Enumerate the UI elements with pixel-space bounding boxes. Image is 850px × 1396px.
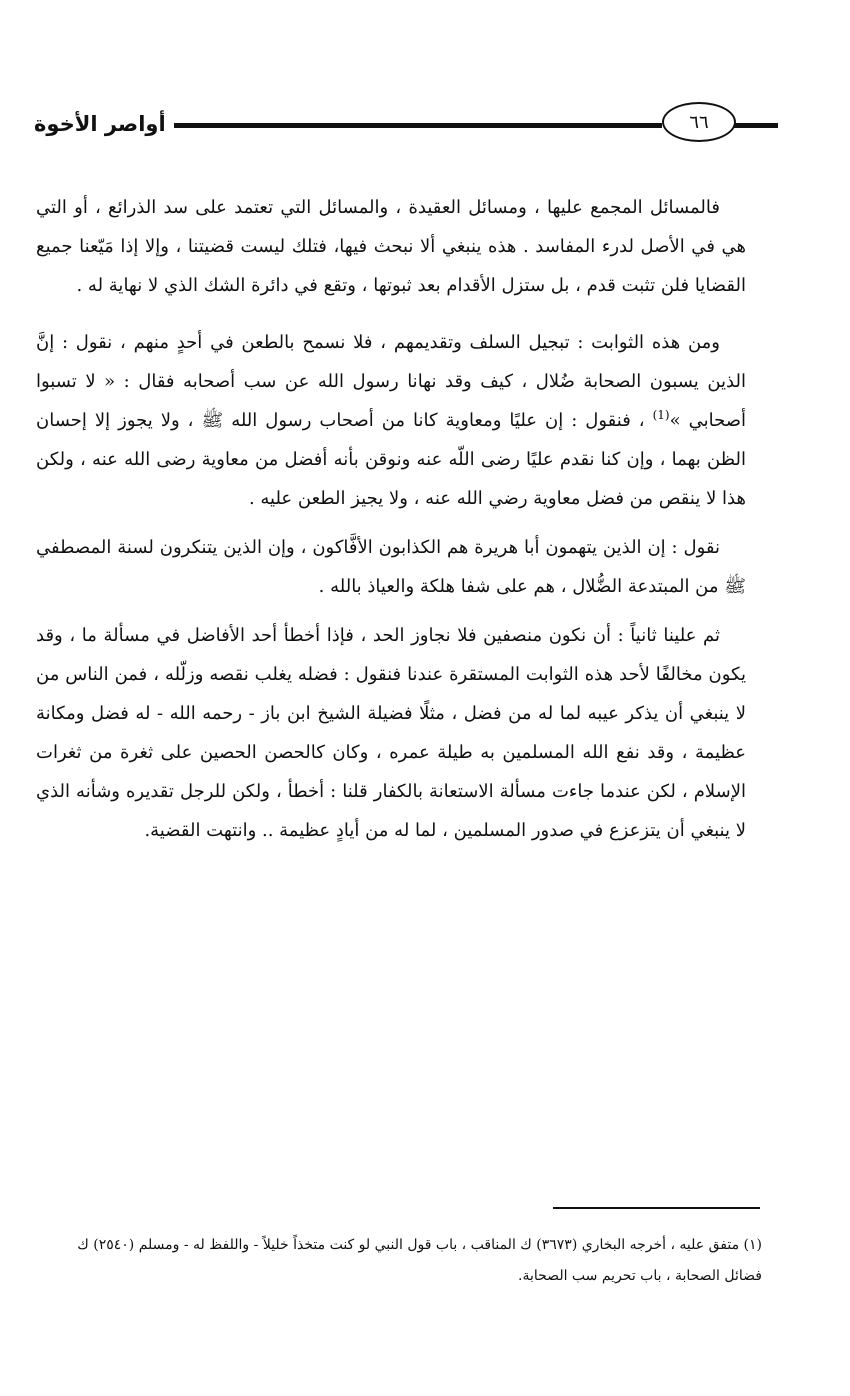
- running-header: [34, 96, 744, 140]
- footnote-reference: (1): [652, 408, 670, 422]
- paragraph-4: ثم علينا ثانياً : أن نكون منصفين فلا نجاوز الحد ، فإذا أخطأ أحد الأفاضل في مسألة ما ، وقد يكون مخالفًا لأحد هذه الثوابت المستقرة عندنا فنقول : فضله يغلب نقصه وزلّله ، فمن الناس من لا ينبغي أن يذكر عيبه لما له من فضل ، مثلًا فضيلة الشيخ ابن باز - رحمه الله - له فضل ومكانة عظيمة ، وقد نفع الله المسلمين به طيلة عمره ، وكان كالحصن الحصين على ثغرة من ثغرات الإسلام ، لكن عندما جاءت مسألة الاستعانة بالكفار قلنا : أخطأ ، ولكن للرجل تقديره وشأنه الذي لا ينبغي أن يتزعزع في صدور المسلمين ، لما له من أيادٍ عظيمة .. وانتهت القضية.: [36, 625, 746, 841]
- paragraph-2-part-2: ، فنقول : إن عليًا ومعاوية كانا من أصحاب رسول الله ﷺ ، ولا يجوز إلا إحسان الظن بهما ، وإن كنا نقدم عليًا رضى اللّه عنه ونوقن بأنه أفضل من معاوية رضى الله عنه ، ولكن هذا لا ينقص من فضل معاوية رضي الله عنه ، ولا يجيز الطعن عليه .: [36, 410, 746, 509]
- footnote-separator: [553, 1207, 760, 1209]
- paragraph-3: نقول : إن الذين يتهمون أبا هريرة هم الكذابون الأفَّاكون ، وإن الذين يتنكرون لسنة المصطفي ﷺ من المبتدعة الضُّلال ، هم على شفا هلكة والعياذ بالله .: [36, 537, 746, 597]
- paragraph-1: فالمسائل المجمع عليها ، ومسائل العقيدة ، والمسائل التي تعتمد على سد الذرائع ، أو التي هي في الأصل لدرء المفاسد . هذه ينبغي ألا نبحث فيها، فتلك ليست قضيتنا ، وإلا إذا مَيّعنا جميع القضايا فلن تثبت قدم ، بل ستزل الأقدام بعد ثبوتها ، وتقع في دائرة الشك الذي لا نهاية له .: [36, 197, 746, 296]
- footnote-1: (١) متفق عليه ، أخرجه البخاري (٣٦٧٣) ك المناقب ، باب قول النبي لو كنت متخذاً خليلاً - واللفظ له - ومسلم (٢٥٤٠) ك فضائل الصحابة ، باب تحريم سب الصحابة.: [77, 1237, 762, 1284]
- header-rule: [174, 123, 662, 128]
- body-text: [36, 188, 746, 868]
- book-title: أواصر الأخوة: [34, 112, 166, 136]
- paragraph-2-part-1: ومن هذه الثوابت : تبجيل السلف وتقديمهم ، فلا نسمح بالطعن في أحدٍ منهم ، نقول : إنَّ الذين يسبون الصحابة ضُلال ، كيف وقد نهانا رسول الله عن سب أصحابه فقال : « لا تسبوا أصحابي »: [36, 332, 747, 431]
- footnotes: [50, 1230, 762, 1292]
- paragraph-2: [36, 323, 746, 518]
- header-rule-end: [734, 123, 778, 128]
- page-number: ٦٦: [662, 102, 736, 142]
